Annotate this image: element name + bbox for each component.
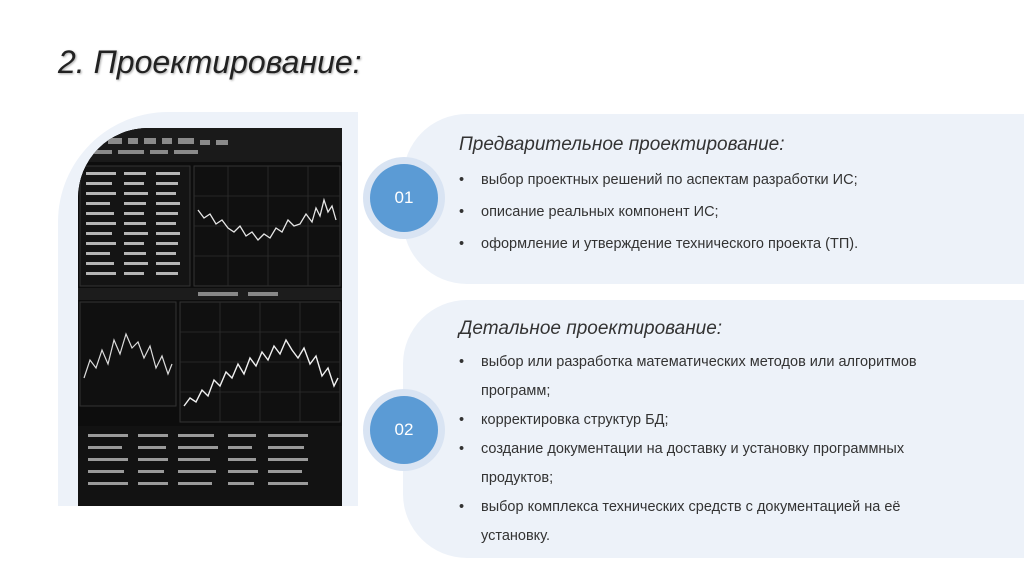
- list-item: [459, 435, 939, 493]
- section-list-1: [459, 166, 939, 262]
- list-item-text: оформление и утверждение технического проекта (ТП).: [481, 236, 859, 252]
- bullet-icon: •: [459, 412, 465, 428]
- list-item-text: выбор комплекса технических средств с документацией на её установку.: [481, 499, 901, 544]
- section-number-badge-2: 02: [370, 396, 438, 464]
- list-item: [459, 406, 939, 435]
- list-item-text: выбор проектных решений по аспектам разработки ИС;: [481, 172, 858, 188]
- list-item: [459, 166, 939, 195]
- section-title-2: Детальное проектирование:: [459, 318, 723, 339]
- list-item: [459, 348, 939, 406]
- list-item-text: создание документации на доставку и установку программных продуктов;: [481, 441, 905, 486]
- section-title-1: Предварительное проектирование:: [459, 134, 785, 155]
- section-number-badge-1: 01: [370, 164, 438, 232]
- stock-market-photo: [78, 128, 342, 506]
- section-list-2: [459, 348, 939, 551]
- list-item: [459, 493, 939, 551]
- bullet-icon: •: [459, 236, 465, 252]
- list-item-text: корректировка структур БД;: [481, 412, 669, 428]
- bullet-icon: •: [459, 204, 465, 220]
- bullet-icon: •: [459, 441, 465, 457]
- bullet-icon: •: [459, 172, 465, 188]
- bullet-icon: •: [459, 499, 465, 515]
- slide-title: 2. Проектирование:: [58, 44, 362, 80]
- list-item: [459, 230, 939, 259]
- chart-monitor-icon: [78, 128, 342, 506]
- list-item: [459, 198, 939, 227]
- list-item-text: выбор или разработка математических методов или алгоритмов программ;: [481, 354, 917, 399]
- list-item-text: описание реальных компонент ИС;: [481, 204, 719, 220]
- bullet-icon: •: [459, 354, 465, 370]
